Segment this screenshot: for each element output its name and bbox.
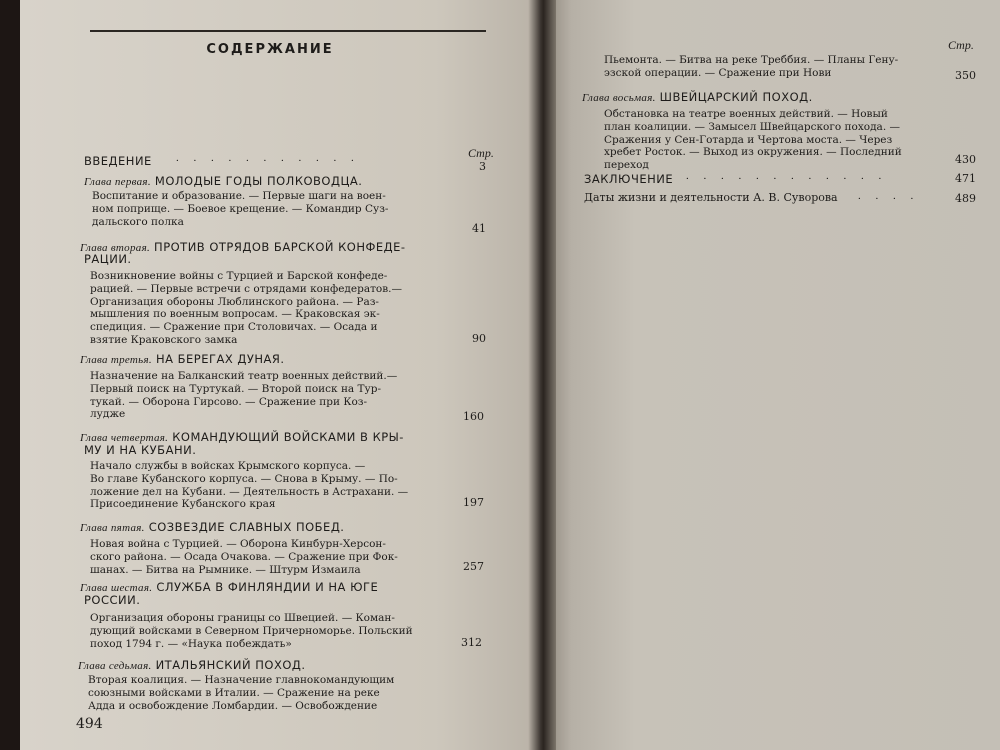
chapter-2-summary	[90, 270, 448, 347]
summary-line: ном поприще. — Боевое крещение. — Командир Суз-	[92, 202, 389, 215]
summary-line: Обстановка на театре военных действий. — Новый	[604, 108, 888, 120]
intro-title: ВВЕДЕНИЕ	[84, 154, 152, 168]
summary-line: ского района. — Осада Очакова. — Сражение при Фок-	[90, 550, 398, 563]
summary-line: Воспитание и образование. — Первые шаги на воен-	[92, 190, 386, 202]
summary-line: Новая война с Турцией. — Оборона Кинбурн-Херсон-	[90, 538, 386, 550]
chapter-label: Глава седьмая.	[78, 660, 152, 672]
conclusion-page: 471	[955, 172, 976, 185]
chapter-label: Глава первая.	[84, 176, 151, 188]
contents-heading: СОДЕРЖАНИЕ	[206, 42, 334, 57]
chapter-label: Глава третья.	[80, 354, 152, 366]
chapter-7-summary	[88, 674, 448, 712]
dates-title: Даты жизни и деятельности А. В. Суворова	[584, 191, 838, 204]
chapter-4-page: 197	[463, 496, 484, 509]
top-rule	[90, 30, 486, 32]
chapter-6-title-cont: РОССИИ.	[84, 593, 141, 607]
chapter-label: Глава вторая.	[80, 242, 151, 254]
chapter-5-page: 257	[463, 560, 484, 573]
chapter-label: Глава четвертая.	[80, 432, 169, 444]
summary-line: Пьемонта. — Битва на реке Треббия. — Планы Гену-	[604, 54, 899, 66]
summary-line: Организация обороны Люблинского района. — Раз-	[90, 295, 379, 308]
summary-line: лудже	[90, 408, 126, 421]
chapter-title: ПРОТИВ ОТРЯДОВ БАРСКОЙ КОНФЕДЕ-	[154, 240, 406, 254]
summary-line: ложение дел на Кубани. — Деятельность в Астрахани. —	[90, 485, 409, 498]
summary-line: спедиция. — Сражение при Столовичах. — Осада и	[90, 321, 378, 334]
page-number: 494	[76, 716, 103, 732]
chapter-title: КОМАНДУЮЩИЙ ВОЙСКАМИ В КРЫ-	[172, 430, 404, 444]
chapter-4-title-cont: МУ И НА КУБАНИ.	[84, 443, 197, 457]
summary-line: Возникновение войны с Турцией и Барской конфеде-	[90, 270, 388, 282]
chapter-title: МОЛОДЫЕ ГОДЫ ПОЛКОВОДЦА.	[154, 174, 363, 188]
chapter-title: СОЗВЕЗДИЕ СЛАВНЫХ ПОБЕД.	[148, 520, 345, 534]
chapter-7-summary-cont	[604, 54, 944, 80]
chapter-2-page: 90	[472, 332, 486, 345]
chapter-1-page: 41	[472, 222, 486, 235]
chapter-4-summary	[90, 460, 450, 511]
conclusion-title: ЗАКЛЮЧЕНИЕ	[584, 172, 674, 186]
summary-line: дальского полка	[92, 215, 184, 228]
chapter-5-summary	[90, 538, 450, 576]
summary-line: мышления по военным вопросам. — Краковская эк-	[90, 308, 380, 321]
chapter-3-page: 160	[463, 410, 484, 423]
chapter-6-page: 312	[461, 636, 482, 649]
summary-line: поход 1794 г. — «Наука побеждать»	[90, 637, 292, 650]
chapter-title: НА БЕРЕГАХ ДУНАЯ.	[155, 352, 285, 366]
chapter-title: ИТАЛЬЯНСКИЙ ПОХОД.	[155, 658, 306, 672]
chapter-8-page: 430	[955, 153, 976, 166]
chapter-1-summary	[92, 190, 444, 228]
chapter-5-heading	[80, 518, 344, 536]
summary-line: переход	[604, 159, 649, 172]
chapter-7-page: 350	[955, 69, 976, 82]
dates-page: 489	[955, 192, 976, 205]
chapter-8-heading	[582, 88, 813, 106]
summary-line: эзской операции. — Сражение при Нови	[604, 66, 832, 79]
summary-line: шанах. — Битва на Рымнике. — Штурм Измаила	[90, 563, 361, 576]
intro-dots: . . . . . . . . . . .	[176, 152, 360, 164]
summary-line: Начало службы в войсках Крымского корпуса. —	[90, 460, 366, 472]
summary-line: Назначение на Балканский театр военных действий.—	[90, 370, 398, 382]
chapter-7-heading	[78, 656, 306, 674]
summary-line: тукай. — Оборона Гирсово. — Сражение при Коз-	[90, 395, 368, 408]
summary-line: Первый поиск на Туртукай. — Второй поиск на Тур-	[90, 382, 381, 395]
summary-line: Сражения у Сен-Готарда и Чертова моста. — Через	[604, 133, 893, 146]
conclusion-dots: . . . . . . . . . . . .	[686, 170, 888, 182]
chapter-6-summary	[90, 612, 450, 650]
summary-line: Вторая коалиция. — Назначение главнокомандующим	[88, 674, 395, 686]
chapter-title: ШВЕЙЦАРСКИЙ ПОХОД.	[659, 90, 813, 104]
chapter-8-summary	[604, 108, 944, 172]
chapter-3-summary	[90, 370, 448, 421]
book-gutter	[528, 0, 556, 750]
chapter-2-title-cont: РАЦИИ.	[84, 252, 132, 266]
page-column-label: Стр.	[468, 146, 494, 160]
chapter-title: СЛУЖБА В ФИНЛЯНДИИ И НА ЮГЕ	[156, 580, 379, 594]
summary-line: взятие Краковского замка	[90, 333, 238, 346]
summary-line: хребет Росток. — Выход из окружения. — Последний	[604, 146, 902, 159]
summary-line: рацией. — Первые встречи с отрядами конфедератов.—	[90, 282, 402, 295]
chapter-label: Глава шестая.	[80, 582, 153, 594]
summary-line: план коалиции. — Замысел Швейцарского похода. —	[604, 120, 900, 133]
chapter-label: Глава восьмая.	[582, 92, 656, 104]
summary-line: дующий войсками в Северном Причерноморье. Польский	[90, 624, 413, 637]
summary-line: Организация обороны границы со Швецией. — Коман-	[90, 612, 395, 624]
chapter-3-heading	[80, 350, 285, 368]
summary-line: Во главе Кубанского корпуса. — Снова в Крыму. — По-	[90, 472, 398, 485]
intro-page: 3	[479, 160, 486, 173]
summary-line: союзными войсками в Италии. — Сражение на реке	[88, 686, 380, 699]
chapter-label: Глава пятая.	[80, 522, 145, 534]
dates-dots: . . . .	[858, 190, 920, 202]
summary-line: Присоединение Кубанского края	[90, 498, 276, 511]
chapter-1-heading	[84, 172, 362, 190]
summary-line: Адда и освобождение Ломбардии. — Освобождение	[88, 699, 378, 712]
right-page-column-label: Стр.	[948, 38, 974, 52]
